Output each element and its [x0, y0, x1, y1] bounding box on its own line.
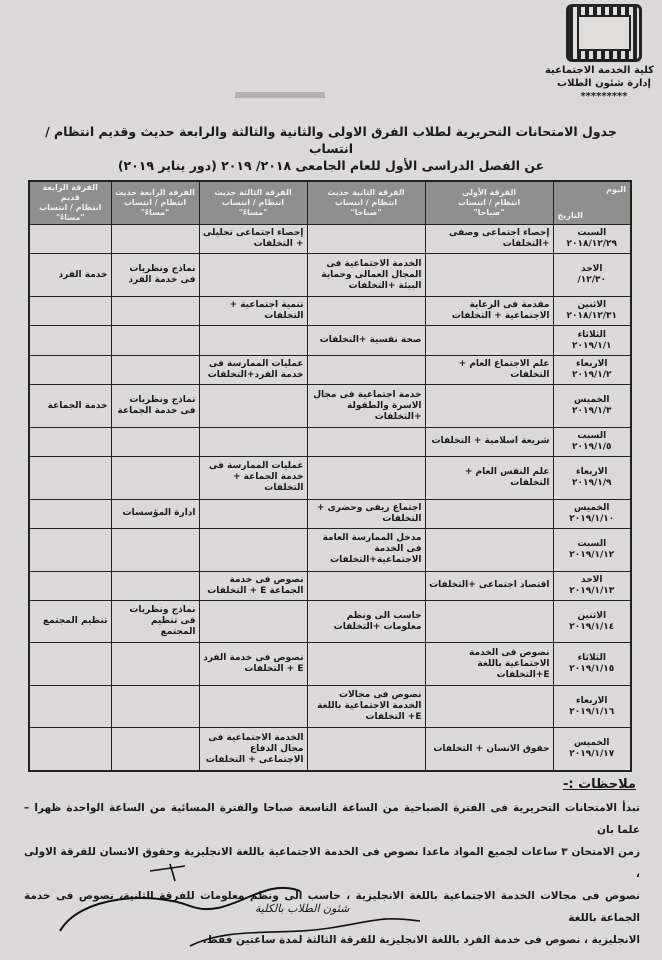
subject-cell: [307, 296, 425, 325]
day-label: الاثنين: [577, 610, 607, 621]
university-emblem-icon: [566, 4, 642, 62]
subject-cell: خدمة الفرد: [29, 254, 111, 296]
table-corner-cell: [553, 181, 631, 225]
day-label: الاربعاء: [576, 359, 608, 370]
table-header-row: [29, 181, 631, 225]
column-header-line3: "مساءً": [140, 208, 170, 217]
day-label: الثلاثاء: [577, 329, 606, 340]
column-header-5: [29, 181, 111, 225]
day-date-cell: [553, 225, 631, 254]
day-label: الخميس: [574, 502, 610, 513]
day-label: الاربعاء: [576, 466, 608, 477]
column-header-line3: "مساءً": [238, 208, 268, 217]
day-label: الاحد: [581, 574, 603, 585]
column-header-line1: الفرقة الثانية حديث: [327, 188, 405, 197]
subject-cell: [199, 427, 307, 456]
logo-line-department: إدارة شئون الطلاب: [557, 78, 651, 89]
document-title: [40, 123, 622, 174]
column-header-line2: انتظام / انتساب: [39, 203, 102, 212]
subject-cell: [29, 355, 111, 384]
day-date-cell: [553, 296, 631, 325]
subject-cell: [111, 225, 199, 254]
subject-cell: إحصاء اجتماعى تحليلى + التخلفات: [199, 225, 307, 254]
table-row: [29, 326, 631, 355]
date-label: ١٢/٣٠/: [577, 275, 607, 286]
subject-cell: خدمة الجماعة: [29, 385, 111, 427]
subject-cell: [307, 355, 425, 384]
subject-cell: تنمية اجتماعية + التخلفات: [199, 296, 307, 325]
subject-cell: [199, 685, 307, 727]
date-label: ٢٠١٩/١/٥: [571, 441, 612, 452]
column-header-2: [307, 181, 425, 225]
day-label: الاربعاء: [576, 695, 608, 706]
table-row: [29, 254, 631, 296]
column-header-line2: انتظام / انتساب: [334, 198, 398, 207]
subject-cell: عمليات الممارسة فى خدمة الجماعة + التخلفات: [199, 457, 307, 499]
subject-cell: [29, 296, 111, 325]
column-header-line3: "صباحا": [473, 208, 505, 217]
day-label: الخميس: [574, 395, 610, 406]
subject-cell: [29, 643, 111, 685]
note-line: نصوص فى مجالات الخدمة الاجتماعية باللغة الانجليزية ، حاسب الى ونظم معلومات للفرقة الثانية، نصوص فى خدمة الجماعة باللغة: [24, 890, 640, 924]
date-label: ٢٠١٩/١/٩: [571, 477, 612, 488]
signature-text: شئون الطلاب بالكلية: [255, 902, 350, 915]
subject-cell: عمليات الممارسة فى خدمة الفرد+التخلفات: [199, 355, 307, 384]
date-label: ٢٠١٩/١/١٢: [569, 549, 615, 560]
subject-cell: [29, 499, 111, 528]
subject-cell: [307, 427, 425, 456]
subject-cell: علم الاجتماع العام + التخلفات: [425, 355, 553, 384]
subject-cell: الخدمة الاجتماعية فى مجال الدفاع الاجتماعى + التخلفات: [199, 728, 307, 771]
day-label: الاثنين: [577, 300, 607, 311]
corner-date-label: التاريخ: [557, 211, 583, 220]
subject-cell: نماذج ونظريات فى خدمة الجماعة: [111, 385, 199, 427]
table-row: [29, 643, 631, 685]
day-label: السبت: [577, 430, 607, 441]
subject-cell: [111, 457, 199, 499]
subject-cell: نصوص فى الخدمة الاجتماعية باللغة E+التخلفات: [425, 643, 553, 685]
subject-cell: [111, 326, 199, 355]
subject-cell: [29, 728, 111, 771]
subject-cell: [111, 728, 199, 771]
table-row: [29, 529, 631, 571]
subject-cell: [307, 457, 425, 499]
date-label: ٢٠١٩/١/١٣: [569, 585, 615, 596]
subject-cell: اقتصاد اجتماعى +التخلفات: [425, 571, 553, 600]
title-line-1: جدول الامتحانات التحريرية لطلاب الفرق الاولى والثانية والثالثة والرابعة حديث وقديم انتظام / انتساب: [45, 124, 617, 156]
table-row: [29, 355, 631, 384]
subject-cell: صحة نفسية +التخلفات: [307, 326, 425, 355]
subject-cell: [29, 457, 111, 499]
title-line-2: عن الفصل الدراسى الأول للعام الجامعى ٢٠١٨/ ٢٠١٩ (دور يناير ٢٠١٩): [117, 158, 545, 173]
date-label: ٢٠١٩/١/١٠: [569, 513, 615, 524]
date-label: ٢٠١٩/١/١: [571, 340, 612, 351]
subject-cell: [199, 254, 307, 296]
date-label: ٢٠١٨/١٢/٢٩: [566, 239, 618, 250]
day-date-cell: [553, 529, 631, 571]
column-header-line3: "صباحا": [350, 208, 382, 217]
date-label: ٢٠١٩/١/١٤: [569, 621, 615, 632]
subject-cell: نصوص فى خدمة الفرد E + التخلفات: [199, 643, 307, 685]
day-date-cell: [553, 254, 631, 296]
subject-cell: [111, 643, 199, 685]
day-label: الخميس: [574, 738, 610, 749]
day-label: السبت: [577, 538, 607, 549]
day-date-cell: [553, 601, 631, 643]
subject-cell: نماذج ونظريات فى تنظيم المجتمع: [111, 601, 199, 643]
subject-cell: [307, 643, 425, 685]
subject-cell: نصوص فى مجالات الخدمة الاجتماعية باللغة E+ التخلفات: [307, 685, 425, 727]
subject-cell: [111, 571, 199, 600]
subject-cell: [199, 326, 307, 355]
subject-cell: ادارة المؤسسات: [111, 499, 199, 528]
subject-cell: [307, 728, 425, 771]
day-date-cell: [553, 643, 631, 685]
subject-cell: [199, 385, 307, 427]
subject-cell: [111, 355, 199, 384]
subject-cell: إحصاء اجتماعى وصفى +التخلفات: [425, 225, 553, 254]
subject-cell: [425, 254, 553, 296]
subject-cell: [425, 529, 553, 571]
subject-cell: [425, 385, 553, 427]
day-date-cell: [553, 355, 631, 384]
column-header-4: [111, 181, 199, 225]
date-label: ٢٠١٩/١/١٥: [569, 664, 615, 675]
column-header-line1: الفرقة الثالثة حديث: [214, 188, 292, 197]
date-label: ٢٠١٩/١/٣: [571, 406, 612, 417]
subject-cell: [111, 685, 199, 727]
day-label: الثلاثاء: [577, 653, 606, 664]
subject-cell: [425, 685, 553, 727]
column-header-line2: انتظام / انتساب: [221, 198, 285, 207]
subject-cell: حقوق الانسان + التخلفات: [425, 728, 553, 771]
note-line: تبدأ الامتحانات التحريرية فى الفترة الصباحية من الساعة التاسعة صباحا والفترة المسائية من الساعة الواحدة ظهرا – علما بان: [24, 802, 640, 836]
subject-cell: حاسب الى ونظم معلومات +التخلفات: [307, 601, 425, 643]
day-date-cell: [553, 427, 631, 456]
day-date-cell: [553, 385, 631, 427]
day-label: السبت: [577, 228, 607, 239]
day-date-cell: [553, 499, 631, 528]
subject-cell: اجتماع ريفى وحضرى + التخلفات: [307, 499, 425, 528]
subject-cell: [111, 529, 199, 571]
subject-cell: تنظيم المجتمع: [29, 601, 111, 643]
subject-cell: علم النفس العام + التخلفات: [425, 457, 553, 499]
table-row: [29, 296, 631, 325]
notes-heading: ملاحظات :-: [562, 777, 636, 792]
column-header-1: [425, 181, 553, 225]
table-row: [29, 457, 631, 499]
column-header-line3: "مساءً": [55, 213, 85, 222]
table-row: [29, 685, 631, 727]
date-label: ٢٠١٩/١/١٧: [569, 749, 615, 760]
subject-cell: مقدمة فى الرعاية الاجتماعية + التخلفات: [425, 296, 553, 325]
subject-cell: [29, 427, 111, 456]
subject-cell: مدخل الممارسة العامة فى الخدمة الاجتماعية+التخلفات: [307, 529, 425, 571]
day-date-cell: [553, 728, 631, 771]
corner-day-label: اليوم: [606, 185, 626, 194]
table-row: [29, 601, 631, 643]
subject-cell: شريعة اسلامية + التخلفات: [425, 427, 553, 456]
day-label: الاحد: [581, 264, 603, 275]
subject-cell: [307, 225, 425, 254]
handwritten-signature: [0, 836, 662, 956]
note-line: زمن الامتحان ٣ ساعات لجميع المواد ماعدا نصوص فى الخدمة الاجتماعية باللغة الانجليزية وحقوق الانسان للفرقة الاولى ،: [24, 846, 641, 880]
table-row: [29, 385, 631, 427]
logo-line-stars: *********: [580, 91, 628, 102]
subject-cell: [307, 571, 425, 600]
column-header-line1: الفرقة الأولى: [461, 188, 517, 197]
subject-cell: [29, 685, 111, 727]
table-row: [29, 499, 631, 528]
subject-cell: [425, 499, 553, 528]
subject-cell: نصوص فى خدمة الجماعة E + التخلفات: [199, 571, 307, 600]
column-header-line2: انتظام / انتساب: [123, 198, 187, 207]
table-body: [29, 225, 631, 772]
day-date-cell: [553, 685, 631, 727]
column-header-line1: الفرقة الرابعة حديث: [115, 188, 195, 197]
subject-cell: الخدمة الاجتماعية فى المجال العمالى وحماية البيئة +التخلفات: [307, 254, 425, 296]
subject-cell: [29, 529, 111, 571]
exam-schedule-table: [28, 180, 632, 772]
logo-line-faculty: كلية الخدمة الاجتماعية: [544, 65, 654, 76]
subject-cell: [29, 326, 111, 355]
subject-cell: [425, 601, 553, 643]
column-header-line1: الفرقة الرابعة قديم: [42, 183, 98, 202]
date-label: ٢٠١٩/١/١٦: [569, 706, 615, 717]
faded-stamp: [235, 92, 325, 98]
subject-cell: [29, 225, 111, 254]
date-label: ٢٠١٨/١٢/٣١: [566, 311, 618, 322]
subject-cell: [199, 529, 307, 571]
table-row: [29, 225, 631, 254]
subject-cell: [29, 571, 111, 600]
subject-cell: [199, 601, 307, 643]
date-label: ٢٠١٩/١/٢: [571, 370, 612, 381]
day-date-cell: [553, 326, 631, 355]
table-row: [29, 728, 631, 771]
subject-cell: [425, 326, 553, 355]
column-header-line2: انتظام / انتساب: [457, 198, 521, 207]
faculty-logo: [544, 4, 654, 103]
day-date-cell: [553, 571, 631, 600]
subject-cell: [199, 499, 307, 528]
subject-cell: خدمة اجتماعية فى مجال الاسرة والطفولة +التخلفات: [307, 385, 425, 427]
subject-cell: [111, 296, 199, 325]
table-row: [29, 427, 631, 456]
note-line: الانجليزية ، نصوص فى خدمة الفرد باللغة الانجليزية للفرقة الثالثة لمدة ساعتين فقط.: [202, 934, 640, 946]
subject-cell: نماذج ونظريات فى خدمة الفرد: [111, 254, 199, 296]
day-date-cell: [553, 457, 631, 499]
column-header-3: [199, 181, 307, 225]
subject-cell: [111, 427, 199, 456]
table-row: [29, 571, 631, 600]
